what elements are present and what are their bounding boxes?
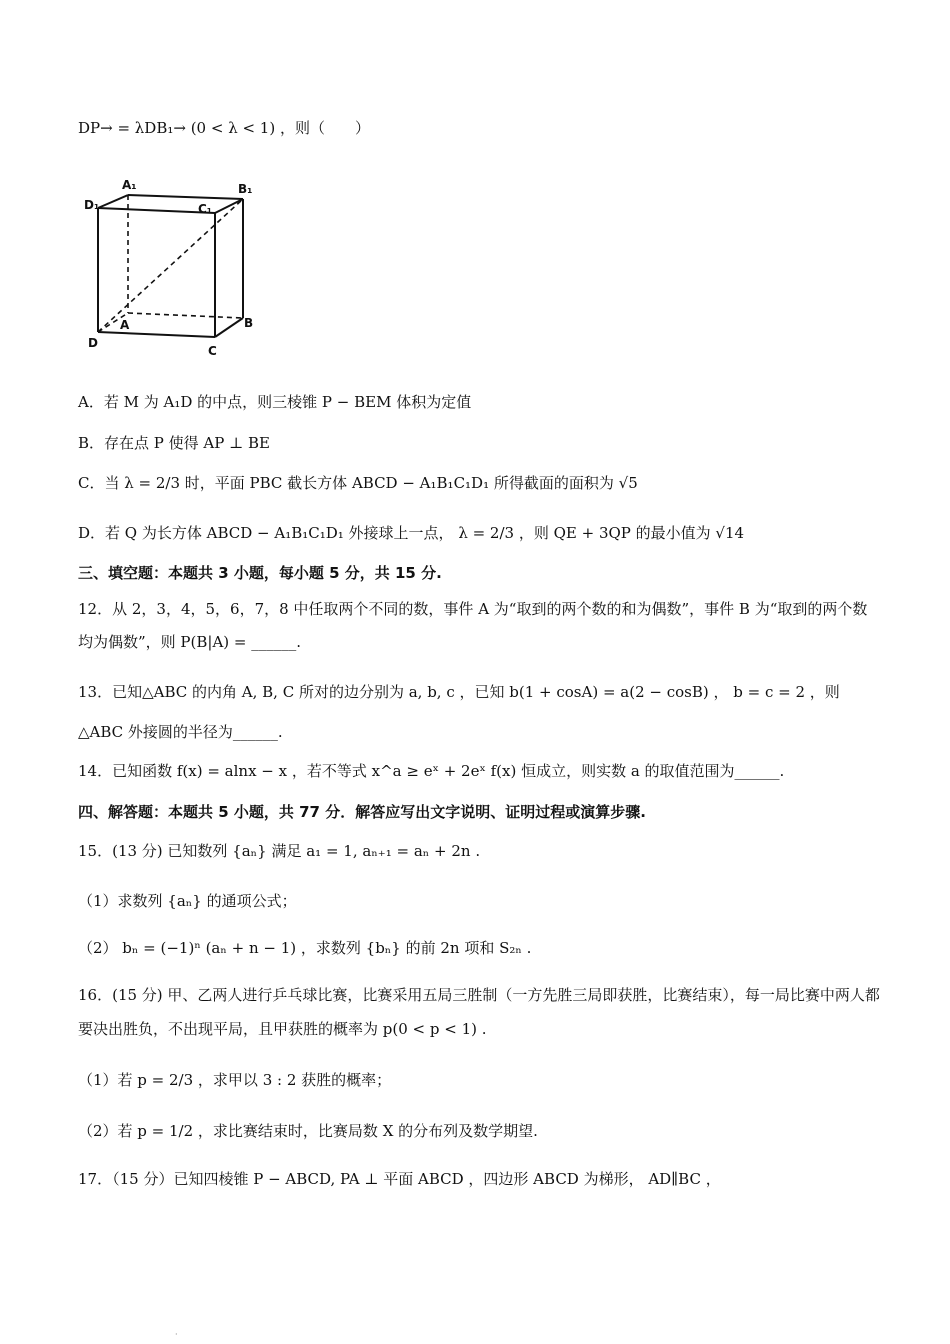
- label-c1: C₁: [198, 202, 213, 216]
- question-13-cont: △ABC 外接圆的半径为______.: [78, 723, 283, 741]
- question-15: 15．(13 分) 已知数列 {aₙ} 满足 a₁ = 1, aₙ₊₁ = aₙ + 2n .: [78, 842, 481, 860]
- label-b1: B₁: [238, 182, 253, 196]
- question-16-part1: （1）若 p = 2/3 ，求甲以 3 : 2 获胜的概率；: [78, 1071, 392, 1089]
- label-d1: D₁: [84, 198, 100, 212]
- option-d: D．若 Q 为长方体 ABCD − A₁B₁C₁D₁ 外接球上一点， λ = 2/3 ，则 QE + 3QP 的最小值为 √14: [78, 524, 745, 542]
- section-fill-in-heading: 三、填空题：本题共 3 小题，每小题 5 分，共 15 分.: [78, 564, 442, 582]
- question-15-part1: （1）求数列 {aₙ} 的通项公式；: [78, 892, 297, 910]
- question-15-part2: （2） bₙ = (−1)ⁿ (aₙ + n − 1) ，求数列 {bₙ} 的前 2n 项和 S₂ₙ .: [78, 939, 532, 957]
- option-b: B．存在点 P 使得 AP ⊥ BE: [78, 434, 270, 452]
- label-b: B: [244, 316, 254, 330]
- footer-mark: ·: [175, 1330, 178, 1339]
- cuboid-edges: [98, 195, 243, 337]
- question-17: 17．（15 分）已知四棱锥 P − ABCD, PA ⊥ 平面 ABCD ，四边形 ABCD 为梯形， AD∥BC ，: [78, 1170, 721, 1188]
- question-16-part2: （2）若 p = 1/2 ，求比赛结束时，比赛局数 X 的分布列及数学期望.: [78, 1122, 538, 1140]
- option-c: C．当 λ = 2/3 时，平面 PBC 截长方体 ABCD − A₁B₁C₁D₁ 所得截面的面积为 √5: [78, 474, 638, 492]
- question-12: 12．从 2，3，4，5，6，7，8 中任取两个不同的数，事件 A 为“取到的两个数的和为偶数”，事件 B 为“取到的两个数均为偶数”，则 P(B|A) = ______.: [78, 600, 868, 651]
- label-a: A: [120, 318, 130, 332]
- label-d: D: [88, 336, 98, 350]
- question-16: 16．(15 分) 甲、乙两人进行乒乓球比赛，比赛采用五局三胜制（一方先胜三局即获胜，比赛结束），每一局比赛中两人都要决出胜负，不出现平局，且甲获胜的概率为 p(0 < p < 1) .: [78, 986, 880, 1038]
- question-14: 14．已知函数 f(x) = alnx − x ，若不等式 x^a ≥ eˣ + 2eˣ f(x) 恒成立，则实数 a 的取值范围为______.: [78, 762, 785, 780]
- option-stem: DP→ = λDB₁→ (0 < λ < 1) ，则（ ）: [78, 119, 370, 137]
- option-a: A．若 M 为 A₁D 的中点，则三棱锥 P − BEM 体积为定值: [78, 393, 472, 411]
- cuboid-figure: [80, 175, 270, 365]
- question-13: 13．已知△ABC 的内角 A, B, C 所对的边分别为 a, b, c ，已知 b(1 + cosA) = a(2 − cosB) ， b = c = 2 ，则: [78, 683, 840, 701]
- label-a1: A₁: [122, 178, 137, 192]
- section-answer-heading: 四、解答题：本题共 5 小题，共 77 分．解答应写出文字说明、证明过程或演算步骤.: [78, 803, 646, 821]
- hidden-edges: [98, 195, 243, 332]
- label-c: C: [208, 344, 217, 358]
